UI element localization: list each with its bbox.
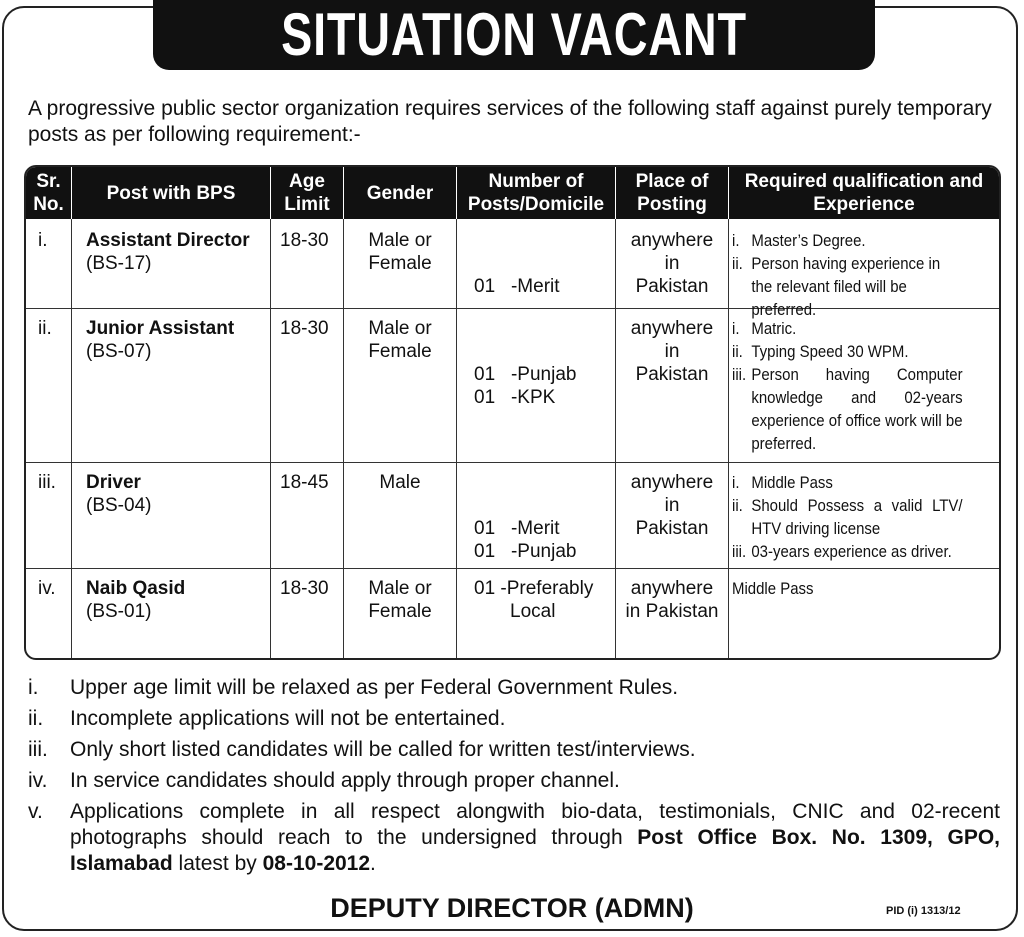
- header-number: Number of Posts/Domicile: [467, 171, 605, 215]
- list-item: ii. Incomplete applications will not be entertained.: [28, 707, 506, 730]
- header-place: Place of Posting: [635, 171, 709, 215]
- row-gender: Male: [379, 472, 421, 493]
- terms-list: [28, 672, 1000, 877]
- intro-paragraph: A progressive public sector organization requires services of the following staff against purely temporary posts as per following requirement:-: [28, 97, 992, 146]
- po-box-address: Post Office Box. No. 1309, GPO, Islamabad: [70, 826, 1000, 875]
- row-place: anywhere in Pakistan: [630, 472, 714, 539]
- row-qualification: i. Middle Pass ii. Should Possess a valid LTV/ HTV driving license iii. 03-years experience as driver.: [732, 473, 963, 561]
- page-title: SITUATION VACANT: [281, 1, 747, 68]
- pid-code: PID (i) 1313/12: [886, 905, 961, 917]
- row-sr: iii.: [38, 472, 56, 493]
- row-gender: Male or Female: [368, 230, 432, 274]
- row-age: 18-30: [280, 230, 329, 251]
- header-age: Age Limit: [284, 171, 330, 215]
- header-post: Post with BPS: [106, 182, 236, 204]
- list-item: i. Upper age limit will be relaxed as per Federal Government Rules.: [28, 676, 679, 699]
- list-item: iii. Only short listed candidates will be called for written test/interviews.: [28, 738, 696, 761]
- vacancy-table: [24, 165, 1001, 660]
- row-age: 18-30: [280, 318, 329, 339]
- header-sr-no: Sr. No.: [33, 171, 64, 215]
- row-post-title: Junior Assistant: [86, 318, 235, 339]
- row-qualification: i. Matric. ii. Typing Speed 30 WPM. iii. Person having Computer knowledge and 02-years experience of office work will be preferred.: [732, 319, 963, 453]
- row-age: 18-45: [280, 472, 329, 493]
- row-post-title: Driver: [86, 472, 141, 493]
- header-gender: Gender: [366, 182, 434, 204]
- row-post-bps: (BS-17): [86, 253, 152, 274]
- row-sr: iv.: [38, 578, 56, 599]
- row-gender: Male or Female: [368, 318, 432, 362]
- row-qualification: i. Master’s Degree. ii. Person having experience in the relevant filed will be preferred.: [732, 231, 941, 319]
- row-post-title: Naib Qasid: [86, 578, 186, 599]
- list-item: iv. In service candidates should apply through proper channel.: [28, 769, 620, 792]
- row-posts: 01 -Merit: [474, 276, 560, 297]
- row-place: anywhere in Pakistan: [625, 578, 719, 622]
- row-place: anywhere in Pakistan: [630, 230, 714, 297]
- row-post-bps: (BS-01): [86, 601, 152, 622]
- header-qualification: Required qualification and Experience: [744, 171, 984, 215]
- list-item: v. Applications complete in all respect alongwith bio-data, testimonials, CNIC and 02-recent photographs should reach to the undersigned through Post Office Box. No. 1309, GPO, Islamabad latest by 08-10-2012.: [28, 800, 1000, 875]
- row-sr: i.: [38, 230, 48, 251]
- row-place: anywhere in Pakistan: [630, 318, 714, 385]
- table-header: [26, 167, 999, 219]
- row-gender: Male or Female: [368, 578, 432, 622]
- row-post-title: Assistant Director: [86, 230, 250, 251]
- row-posts: 01 -Punjab 01 -KPK: [474, 364, 577, 408]
- row-age: 18-30: [280, 578, 329, 599]
- signatory: DEPUTY DIRECTOR (ADMN): [330, 893, 694, 923]
- row-posts: 01 -Merit 01 -Punjab: [474, 518, 577, 562]
- deadline-date: 08-10-2012: [262, 852, 371, 875]
- row-post-bps: (BS-07): [86, 341, 152, 362]
- row-qualification: Middle Pass: [732, 579, 814, 598]
- row-post-bps: (BS-04): [86, 495, 152, 516]
- row-posts: 01 -Preferably Local: [474, 578, 594, 622]
- row-sr: ii.: [38, 318, 52, 339]
